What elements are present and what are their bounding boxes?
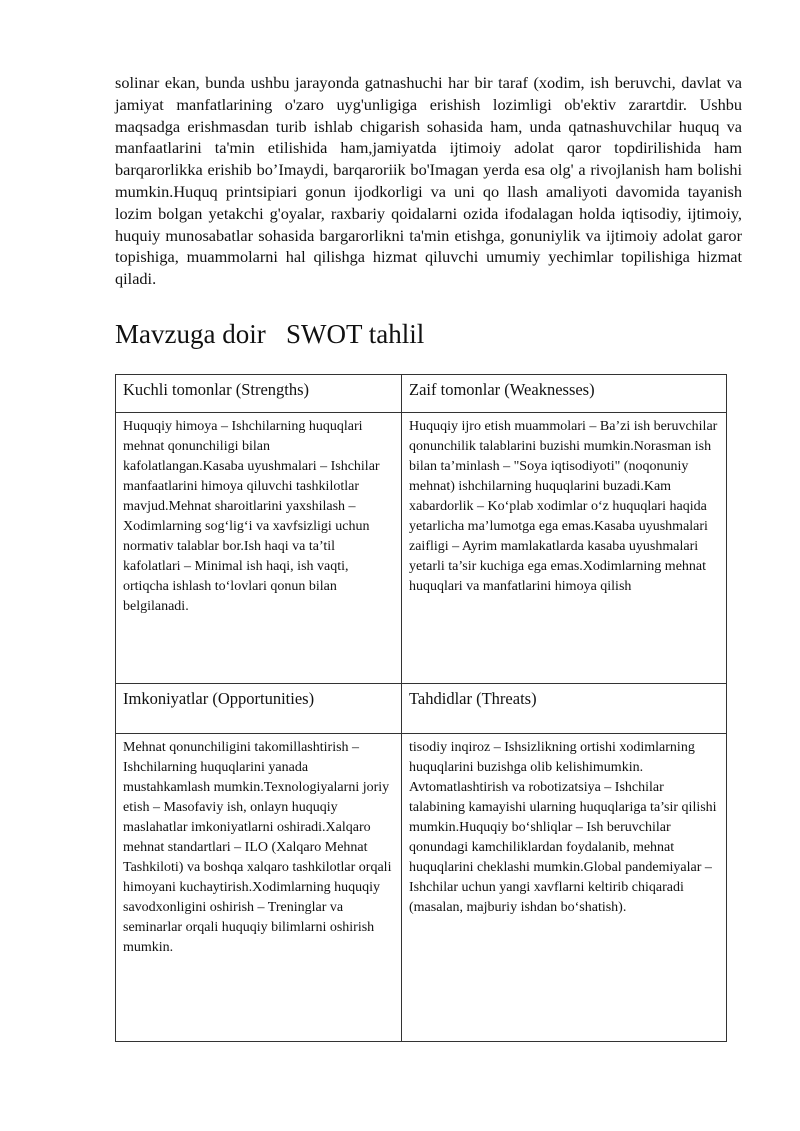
strengths-text: Huquqiy himoya – Ishchilarning huquqlari mehnat qonunchiligi bilan kafolatlangan.Kasaba uyushmalari – Ishchilar manfaatlarini himoya qiluvchi tashkilotlar mavjud.Mehnat sharoitlarini yaxshilash – Xodimlarning sog‘lig‘i va xavfsizligi uchun normativ talablar bor.Ish haqi va ta’til kafolatlari – Minimal ish haqi, ish vaqti, ortiqcha ishlash to‘lovlari qonun bilan belgilanadi. xyxy=(116,413,402,684)
swot-content-row-bottom xyxy=(116,734,727,1042)
swot-header-row-bottom xyxy=(116,684,727,734)
intro-paragraph: solinar ekan, bunda ushbu jarayonda gatnashuchi har bir taraf (xodim, ish beruvchi, davlat va jamiyat manfatlarining o'zaro uyg'unligiga erishish lozimligi ob'ektiv zarartdir. Ushbu maqsadga erishmasdan turib ishlab chigarish sohasida ham, unda qatnashuvchilar huquq va manfaatlarini ta'min etilishida ham,jamiyatda ijtimoiy adolat qaror topdirilishida ham barqarorlikka erishib bo’Imaydi, barqaroriik bo'Imagan yerda esa olg' a rivojlanish ham bolishi mumkin.Huquq printsipiari gonun ijodkorligi va uni qo llash amaliyoti davomida tayanish lozim bolgan yetakchi g'oyalar, raxbariy qoidalarni ozida ifodalagan holda iqtisodiy, ijtimoiy, huquiy munosabatlar sohasida bargarorlikni ta'min etishga, gonuniylik va ijtimoiy adolat garor topishiga, muammolarni hal qilishga hizmat qiluvchi umumiy yechimlar topilishiga hizmat qiladi. xyxy=(115,73,742,289)
weaknesses-text: Huquqiy ijro etish muammolari – Ba’zi ish beruvchilar qonunchilik talablarini buzishi mumkin.Norasman ish bilan ta’minlash – "Soya iqtisodiyoti" (noqonuniy mehnat) ishchilarning huquqlarini buzadi.Kam xabardorlik – Ko‘plab xodimlar o‘z huquqlari haqida yetarlicha ma’lumotga ega emas.Kasaba uyushmalari zaifligi – Ayrim mamlakatlarda kasaba uyushmalari yetarli ta’sir kuchiga ega emas.Xodimlarning mehnat huquqlari va manfatlarini himoya qilish xyxy=(402,413,727,684)
swot-heading: Mavzuga doir SWOT tahlil xyxy=(115,319,425,349)
weaknesses-title: Zaif tomonlar (Weaknesses) xyxy=(402,375,727,413)
opportunities-title: Imkoniyatlar (Opportunities) xyxy=(116,684,402,734)
swot-content-row-top xyxy=(116,413,727,684)
swot-table xyxy=(115,374,727,1042)
strengths-title: Kuchli tomonlar (Strengths) xyxy=(116,375,402,413)
swot-header-row-top xyxy=(116,375,727,413)
threats-title: Tahdidlar (Threats) xyxy=(402,684,727,734)
threats-text: tisodiy inqiroz – Ishsizlikning ortishi xodimlarning huquqlarini buzishga olib kelishimumkin. Avtomatlashtirish va robotizatsiya – Ishchilar talabining kamayishi ularning huquqlariga ta’sir qilishi mumkin.Huquqiy bo‘shliqlar – Ish beruvchilar qonundagi kamchiliklardan foydalanib, mehnat huquqlarini cheklashi mumkin.Global pandemiyalar – Ishchilar uchun yangi xavflarni keltirib chiqaradi (masalan, majburiy ishdan bo‘shatish). xyxy=(402,734,727,1042)
opportunities-text: Mehnat qonunchiligini takomillashtirish – Ishchilarning huquqlarini yanada mustahkamlash mumkin.Texnologiyalarni joriy etish – Masofaviy ish, onlayn huquqiy maslahatlar imkoniyatlarni oshiradi.Xalqaro mehnat standartlari – ILO (Xalqaro Mehnat Tashkiloti) va boshqa xalqaro tashkilotlar orqali himoyani kuchaytirish.Xodimlarning huquqiy savodxonligini oshirish – Treninglar va seminarlar orqali huquqiy bilimlarni oshirish mumkin. xyxy=(116,734,402,1042)
